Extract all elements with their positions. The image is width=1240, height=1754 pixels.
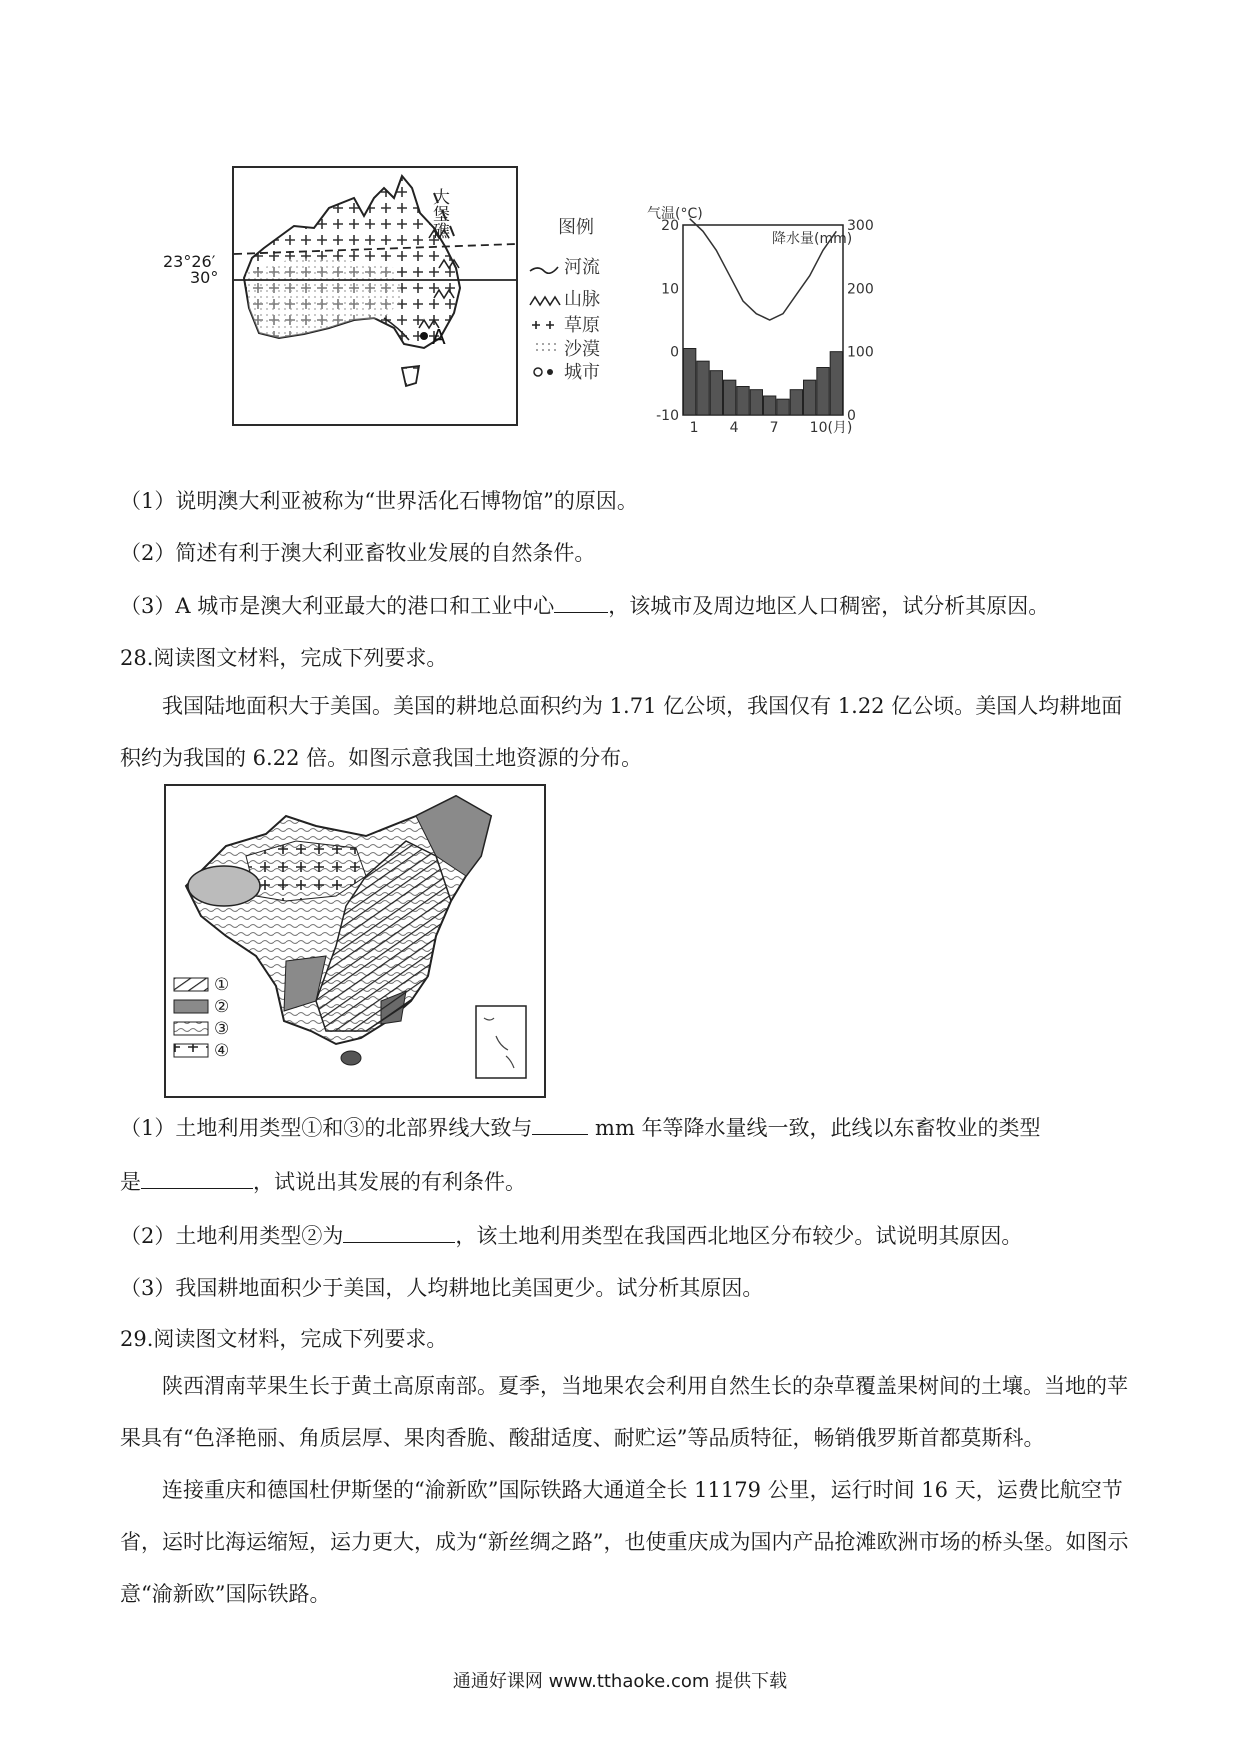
q28-s1-blank-1[interactable] [532, 1112, 588, 1135]
right-tick-0: 300 [847, 218, 874, 234]
right-tick-3: 0 [847, 408, 856, 424]
precip-bar-12 [830, 352, 842, 415]
q28-subquestion-1-cont [120, 1166, 526, 1197]
precip-bar-9 [790, 390, 802, 415]
q28-paragraph: 我国陆地面积大于美国。美国的耕地总面积约为 1.71 亿公顷，我国仅有 1.22 亿公顷。美国人均耕地面积约为我国的 6.22 倍。如图示意我国土地资源的分布。 [120, 694, 1123, 770]
q28-s1-text-a: （1）土地利用类型①和③的北部界线大致与 [120, 1116, 533, 1140]
q28-s1-text-d: ，试说出其发展的有利条件。 [253, 1170, 526, 1194]
left-tick-0: 20 [661, 218, 679, 234]
precip-bar-10 [804, 380, 816, 415]
q28-s1-blank-2[interactable] [141, 1166, 253, 1189]
q27-subquestion-1: （1）说明澳大利亚被称为“世界活化石博物馆”的原因。 [120, 489, 638, 513]
city-legend-icon [534, 368, 542, 376]
left-tick-3: -10 [656, 408, 679, 424]
q29-paragraph-1: 陕西渭南苹果生长于黄土高原南部。夏季，当地果农会利用自然生长的杂草覆盖果树间的土壤。当地的苹果具有“色泽艳丽、角质层厚、果肉香脆、酸甜适度、耐贮运”等品质特征，畅销俄罗斯首都莫斯科。 [120, 1374, 1128, 1450]
q29-title: 29.阅读图文材料，完成下列要求。 [120, 1327, 448, 1351]
reef-label: 大堡礁 [429, 188, 449, 239]
legend-city: 城市 [564, 362, 600, 380]
precip-bar-8 [777, 399, 789, 415]
lat-label-tropic: 23°26′ [163, 252, 216, 271]
legend-swatch-4 [174, 1044, 208, 1057]
legend-mountain: 山脉 [564, 289, 600, 310]
legend-label-3: ③ [214, 1019, 230, 1039]
right-axis-label: 降水量(mm) [772, 231, 853, 247]
x-tick-2: 7 [769, 420, 779, 436]
river-legend-icon [530, 267, 558, 273]
q27-s3-blank[interactable] [554, 590, 608, 613]
q28-subquestion-1 [120, 1112, 1041, 1143]
tasmania [402, 366, 419, 386]
city-a-marker [420, 332, 428, 340]
legend-grass: 草原 [564, 315, 600, 336]
precip-bar-3 [710, 371, 722, 415]
q29-paragraph-2: 连接重庆和德国杜伊斯堡的“渝新欧”国际铁路大通道全长 11179 公里，运行时间 16 天，运费比航空节省，运时比海运缩短，运力更大，成为“新丝绸之路”，也使重庆成为国内产品抢滩欧洲市场的桥头堡。如图示意“渝新欧”国际铁路。 [120, 1478, 1129, 1606]
x-tick-1: 4 [729, 420, 739, 436]
city-a-label: A [432, 325, 446, 349]
q28-s1-text-c: 是 [120, 1170, 141, 1194]
grass-legend-icon [532, 321, 554, 329]
china-map-frame [164, 784, 546, 1098]
q28-subquestion-2 [120, 1220, 1022, 1251]
legend-swatch-2 [174, 1000, 208, 1013]
precip-bar-7 [764, 396, 776, 415]
legend-desert: 沙漠 [564, 339, 600, 360]
q28-s1-text-b: mm 年等降水量线一致，此线以东畜牧业的类型 [588, 1116, 1041, 1140]
left-axis-label: 气温(°C) [647, 206, 703, 222]
left-tick-2: 0 [670, 344, 679, 361]
q27-subquestion-2: （2）简述有利于澳大利亚畜牧业发展的自然条件。 [120, 541, 596, 565]
right-tick-2: 100 [847, 344, 874, 361]
left-tick-1: 10 [661, 281, 679, 298]
legend-river: 河流 [564, 257, 600, 278]
q27-s3-text-b: ，该城市及周边地区人口稠密，试分析其原因。 [608, 594, 1050, 618]
right-tick-1: 200 [847, 281, 874, 298]
legend-label-4: ④ [214, 1041, 230, 1061]
south-sea-inset [476, 1006, 526, 1078]
australia-map-frame [232, 166, 518, 426]
precip-bar-4 [724, 380, 736, 415]
x-tick-3: 10(月) [809, 420, 853, 436]
desert-legend-icon [532, 341, 556, 353]
precip-bar-1 [684, 349, 696, 416]
mountain-legend-icon [530, 297, 560, 305]
legend-label-2: ② [214, 997, 230, 1017]
china-map [166, 786, 544, 1096]
precip-bar-6 [750, 390, 762, 415]
q28-subquestion-3: （3）我国耕地面积少于美国，人均耕地比美国更少。试分析其原因。 [120, 1276, 764, 1300]
q28-title: 28.阅读图文材料，完成下列要求。 [120, 646, 448, 670]
precip-bar-2 [697, 361, 709, 415]
lat-label-30: 30° [190, 268, 219, 287]
legend-swatch-3 [174, 1022, 208, 1035]
precip-bar-5 [737, 387, 749, 416]
legend-swatch-1 [174, 978, 208, 991]
x-tick-0: 1 [689, 420, 699, 436]
q28-s2-text-a: （2）土地利用类型②为 [120, 1224, 344, 1248]
australia-map [234, 168, 516, 424]
legend-title: 图例 [558, 217, 594, 238]
hainan [341, 1051, 361, 1065]
climate-chart [635, 200, 885, 445]
australia-legend [528, 215, 618, 380]
q27-subquestion-3 [120, 590, 1049, 621]
q28-s2-text-b: ，该土地利用类型在我国西北地区分布较少。试说明其原因。 [455, 1224, 1023, 1248]
page-footer: 通通好课网 www.tthaoke.com 提供下载 [452, 1671, 788, 1692]
q27-s3-text-a: （3）A 城市是澳大利亚最大的港口和工业中心 [120, 594, 555, 618]
legend-label-1: ① [214, 975, 230, 995]
precip-bar-11 [817, 368, 829, 416]
basin [188, 866, 260, 906]
q28-s2-blank[interactable] [343, 1220, 455, 1243]
